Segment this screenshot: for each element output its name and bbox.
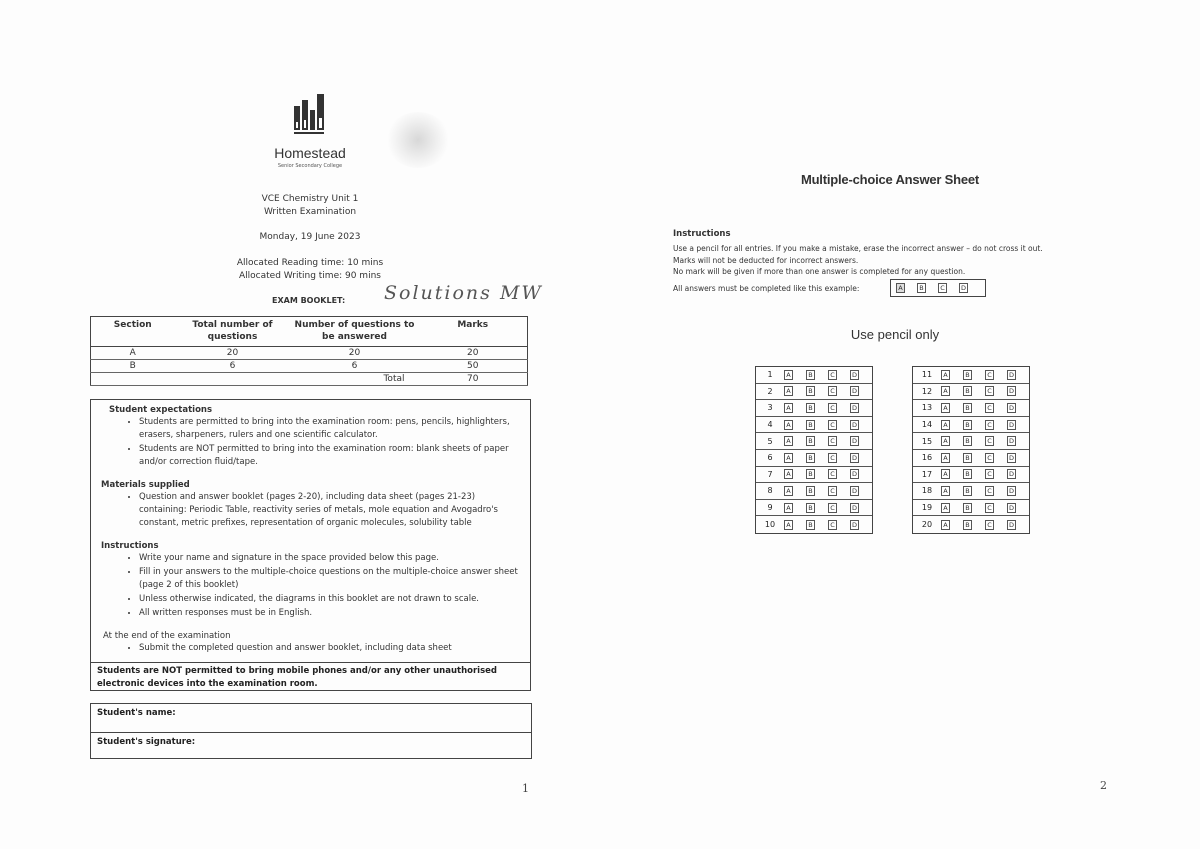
answer-bubble[interactable]: C [828, 520, 837, 530]
answer-bubble[interactable]: D [851, 387, 857, 396]
page-number: 1 [522, 782, 529, 795]
list-item: • Unless otherwise indicated, the diagrams in this booklet are not drawn to scale. [139, 593, 524, 606]
answer-bubble[interactable]: D [851, 420, 857, 429]
exam-date: Monday, 19 June 2023 [259, 232, 361, 242]
answer-bubble[interactable]: C [828, 486, 837, 496]
question-number: 3 [767, 403, 773, 413]
question-number: 12 [921, 386, 933, 396]
answer-bubble[interactable]: B [963, 520, 972, 530]
answer-bubble[interactable]: B [806, 486, 815, 496]
answer-bubble[interactable]: B [806, 520, 815, 530]
answer-bubble[interactable]: B [963, 420, 972, 430]
list-item: • Question and answer booklet (pages 2-20), including data sheet (pages 21-23) containing: Periodic Table, reactivity series of metals, mole equation and Avogadro's constant, metric prefixes, representation of organic molecules, solubility table [139, 491, 524, 530]
answer-bubble[interactable]: C [828, 436, 837, 446]
answer-bubble[interactable]: A [941, 503, 950, 513]
question-number: 18 [921, 486, 933, 496]
question-number: 19 [921, 503, 933, 513]
answer-bubble[interactable]: B [806, 386, 815, 396]
answer-bubble[interactable]: A [784, 403, 793, 413]
answer-bubble[interactable]: A [941, 453, 950, 463]
example-answer [890, 279, 986, 297]
list-item: • All written responses must be in English. [139, 607, 524, 620]
answer-row [756, 417, 872, 434]
answer-bubble[interactable]: A [784, 503, 793, 513]
answer-row [913, 417, 1029, 434]
answer-bubble[interactable]: A [941, 403, 950, 413]
answer-bubble[interactable]: D [1008, 453, 1014, 462]
answer-bubble[interactable]: C [985, 420, 994, 430]
instruction-line: No mark will be given if more than one answer is completed for any question. [673, 267, 966, 276]
answer-bubble[interactable]: C [985, 453, 994, 463]
table-row [91, 360, 528, 373]
answer-bubble[interactable]: A [941, 486, 950, 496]
answer-row [913, 450, 1029, 467]
answer-bubble[interactable]: C [985, 370, 994, 380]
answer-bubble[interactable]: D [1008, 437, 1014, 446]
answer-bubble[interactable]: A [784, 436, 793, 446]
answer-row [913, 384, 1029, 401]
pencil-only-notice: Use pencil only [850, 327, 940, 342]
answer-bubble[interactable]: C [828, 503, 837, 513]
answer-bubble[interactable]: D [1008, 470, 1014, 479]
answer-bubble[interactable]: B [806, 420, 815, 430]
answer-bubble[interactable]: A [784, 453, 793, 463]
question-number: 6 [767, 453, 773, 463]
question-number: 16 [921, 453, 933, 463]
booklet-label: EXAM BOOKLET: [272, 296, 346, 305]
total-label: Total [291, 373, 419, 386]
answer-grid-q1-10 [755, 366, 873, 534]
example-label: All answers must be completed like this example: [673, 284, 860, 293]
list-item: • Students are permitted to bring into the examination room: pens, pencils, highlighters, erasers, sharpeners, rulers and one scientific calculator. [139, 416, 524, 442]
table-row [91, 347, 528, 360]
answer-bubble[interactable]: B [963, 370, 972, 380]
answer-bubble[interactable]: A [784, 520, 793, 530]
table-cell: 6 [175, 360, 291, 373]
table-cell: 20 [175, 347, 291, 360]
list-item: • Fill in your answers to the multiple-choice questions on the multiple-choice answer sheet (page 2 of this booklet) [139, 566, 524, 592]
table-cell: 50 [419, 360, 528, 373]
expectations-list [139, 416, 524, 469]
question-number: 10 [764, 520, 776, 530]
question-number: 11 [921, 370, 933, 380]
answer-bubble[interactable]: A [784, 486, 793, 496]
table-header-row [91, 317, 528, 347]
question-number: 13 [921, 403, 933, 413]
table-cell: 20 [419, 347, 528, 360]
answer-bubble[interactable]: B [806, 503, 815, 513]
example-option: D [960, 284, 966, 292]
school-subtitle: Senior Secondary College [277, 163, 343, 169]
answer-row [756, 400, 872, 417]
answer-bubble[interactable]: D [1008, 370, 1014, 379]
answer-bubble[interactable]: B [963, 386, 972, 396]
student-signature-field[interactable] [91, 732, 531, 760]
answer-bubble[interactable]: C [985, 520, 994, 530]
example-option: A [896, 283, 905, 293]
smudge-mark [386, 112, 450, 168]
student-details-box [90, 703, 532, 759]
writing-time: Allocated Writing time: 90 mins [239, 271, 381, 281]
section-summary-table [90, 316, 528, 386]
question-number: 8 [767, 486, 773, 496]
list-item: • Students are NOT permitted to bring into the examination room: blank sheets of paper and/or correction fluid/tape. [139, 443, 524, 469]
answer-bubble[interactable]: D [1008, 403, 1014, 412]
expectations-box [90, 399, 531, 691]
table-total-row [91, 373, 528, 386]
answer-bubble[interactable]: A [784, 386, 793, 396]
instructions-list [139, 552, 524, 620]
header-marks: Marks [419, 317, 528, 347]
answer-bubble[interactable]: A [941, 386, 950, 396]
instruction-line: Use a pencil for all entries. If you make a mistake, erase the incorrect answer – do not cross it out. [673, 244, 1043, 253]
answer-sheet-page [600, 0, 1200, 849]
question-number: 4 [767, 420, 773, 430]
answer-row [756, 367, 872, 384]
list-item: • Submit the completed question and answer booklet, including data sheet [139, 642, 524, 655]
question-number: 17 [921, 469, 933, 479]
page-number: 2 [1100, 779, 1107, 792]
answer-bubble[interactable]: B [963, 503, 972, 513]
answer-bubble[interactable]: B [963, 453, 972, 463]
example-option: C [938, 283, 947, 293]
answer-row [913, 500, 1029, 517]
answer-row [756, 450, 872, 467]
total-marks: 70 [419, 373, 528, 386]
answer-bubble[interactable]: C [828, 370, 837, 380]
answer-bubble[interactable]: A [941, 520, 950, 530]
question-number: 20 [921, 520, 933, 530]
end-of-exam-heading: At the end of the examination [103, 631, 231, 641]
answer-bubble[interactable]: B [806, 370, 815, 380]
answer-row [913, 433, 1029, 450]
handwritten-note: Solutions MW [384, 282, 543, 304]
answer-bubble[interactable]: B [963, 469, 972, 479]
question-number: 9 [767, 503, 773, 513]
header-total-questions: Total number of questions [175, 317, 291, 347]
school-name: Homestead [274, 145, 346, 161]
answer-bubble[interactable]: D [851, 486, 857, 495]
answer-bubble[interactable]: D [851, 470, 857, 479]
answer-bubble[interactable]: A [784, 420, 793, 430]
mobile-phones-notice: Students are NOT permitted to bring mobile phones and/or any other unauthorised electronic devices into the examination room. [91, 662, 530, 693]
answer-bubble[interactable]: B [806, 436, 815, 446]
answer-row [756, 384, 872, 401]
question-number: 2 [767, 386, 773, 396]
answer-bubble[interactable]: C [985, 386, 994, 396]
table-cell [91, 373, 175, 386]
answer-row [756, 467, 872, 484]
answer-bubble[interactable]: D [1008, 503, 1014, 512]
expectations-heading: Student expectations [109, 405, 213, 415]
end-of-exam-list [139, 642, 524, 655]
answer-bubble[interactable]: D [1008, 420, 1014, 429]
answer-bubble[interactable]: B [963, 403, 972, 413]
answer-bubble[interactable]: D [851, 403, 857, 412]
instructions-heading: Instructions [673, 229, 731, 239]
answer-bubble[interactable]: D [851, 437, 857, 446]
answer-bubble[interactable]: D [851, 370, 857, 379]
answer-bubble[interactable]: C [985, 503, 994, 513]
student-signature-label: Student's signature: [97, 737, 196, 747]
answer-row [913, 400, 1029, 417]
answer-bubble[interactable]: D [1008, 387, 1014, 396]
answer-bubble[interactable]: A [941, 420, 950, 430]
list-item: • Write your name and signature in the space provided below this page. [139, 552, 524, 565]
answer-bubble[interactable]: C [985, 403, 994, 413]
answer-sheet-title: Multiple-choice Answer Sheet [800, 172, 980, 187]
school-logo-icon [292, 92, 328, 138]
table-cell: 6 [291, 360, 419, 373]
header-section: Section [91, 317, 175, 347]
answer-row [756, 483, 872, 500]
answer-bubble[interactable]: D [851, 520, 857, 529]
answer-bubble[interactable]: D [1008, 486, 1014, 495]
example-option: B [917, 283, 926, 293]
question-number: 14 [921, 420, 933, 430]
answer-bubble[interactable]: B [963, 486, 972, 496]
answer-bubble[interactable]: A [941, 436, 950, 446]
question-number: 15 [921, 436, 933, 446]
answer-bubble[interactable]: A [941, 469, 950, 479]
exam-title: VCE Chemistry Unit 1 [261, 194, 359, 204]
instructions-heading: Instructions [101, 541, 159, 551]
answer-row [913, 467, 1029, 484]
question-number: 1 [767, 370, 773, 380]
answer-row [756, 516, 872, 533]
answer-bubble[interactable]: B [963, 436, 972, 446]
answer-row [756, 500, 872, 517]
answer-bubble[interactable]: B [806, 453, 815, 463]
materials-heading: Materials supplied [101, 480, 190, 490]
header-questions-answered: Number of questions to be answered [291, 317, 419, 347]
answer-bubble[interactable]: C [828, 386, 837, 396]
materials-list [139, 491, 524, 530]
answer-bubble[interactable]: D [1008, 520, 1014, 529]
table-cell: B [91, 360, 175, 373]
instruction-line: Marks will not be deducted for incorrect answers. [673, 256, 859, 265]
table-cell [175, 373, 291, 386]
answer-grid-q11-20 [912, 366, 1030, 534]
answer-row [913, 516, 1029, 533]
answer-bubble[interactable]: A [784, 370, 793, 380]
question-number: 5 [767, 436, 773, 446]
answer-bubble[interactable]: A [941, 370, 950, 380]
answer-bubble[interactable]: C [985, 486, 994, 496]
answer-bubble[interactable]: C [828, 453, 837, 463]
answer-bubble[interactable]: D [851, 503, 857, 512]
answer-bubble[interactable]: B [806, 403, 815, 413]
answer-bubble[interactable]: C [985, 436, 994, 446]
answer-bubble[interactable]: B [806, 469, 815, 479]
student-name-field[interactable] [91, 704, 531, 732]
answer-bubble[interactable]: C [985, 469, 994, 479]
reading-time: Allocated Reading time: 10 mins [236, 258, 384, 268]
answer-bubble[interactable]: A [784, 469, 793, 479]
table-cell: A [91, 347, 175, 360]
answer-row [913, 367, 1029, 384]
answer-bubble[interactable]: D [851, 453, 857, 462]
answer-bubble[interactable]: C [828, 469, 837, 479]
exam-subtitle: Written Examination [263, 207, 357, 217]
answer-bubble[interactable]: C [828, 403, 837, 413]
answer-bubble[interactable]: C [828, 420, 837, 430]
student-name-label: Student's name: [97, 708, 176, 718]
table-cell: 20 [291, 347, 419, 360]
answer-row [756, 433, 872, 450]
answer-row [913, 483, 1029, 500]
question-number: 7 [767, 469, 773, 479]
